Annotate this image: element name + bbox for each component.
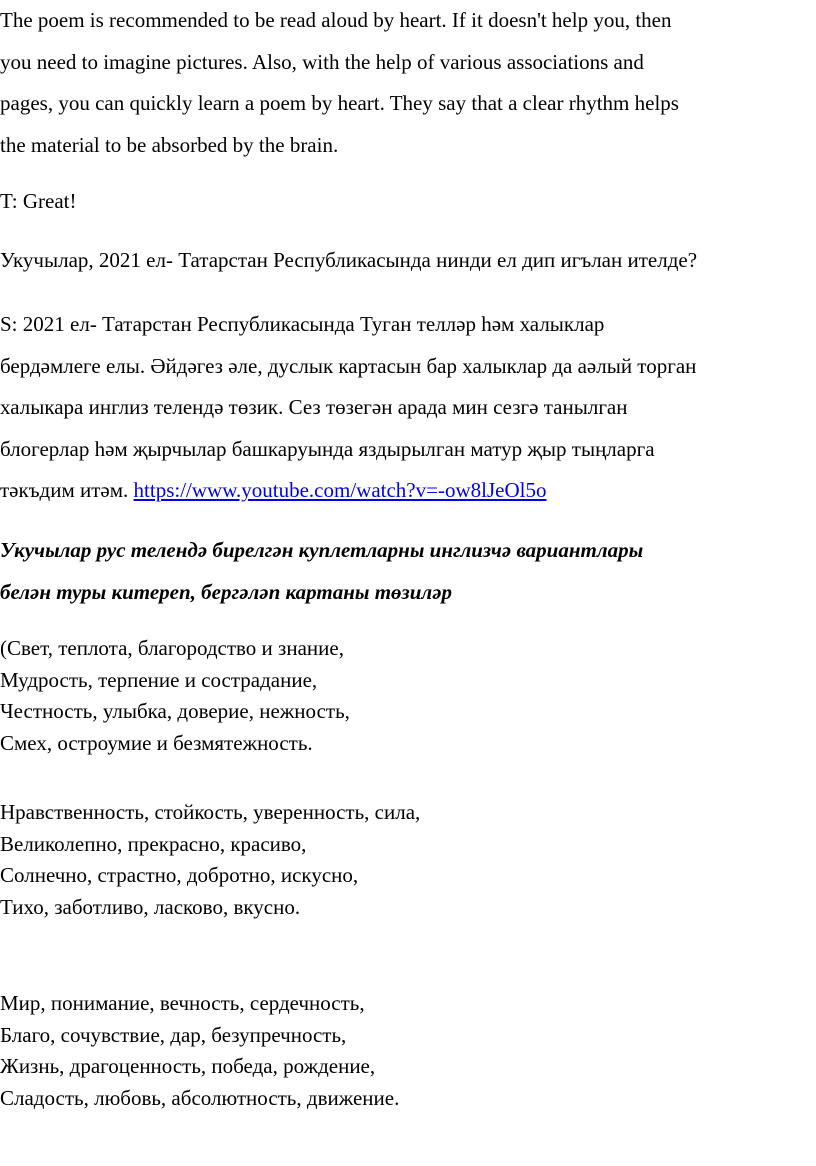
intro-line: pages, you can quickly learn a poem by heart. They say that a clear rhythm helps bbox=[0, 91, 679, 115]
answer-line: бердәмлеге елы. Әйдәгез әле, дуслык картасын бар халыклар да аәлый торган bbox=[0, 353, 697, 378]
answer-line: блогерлар һәм җырчылар башкаруында яздырылган матур җыр тыңларга bbox=[0, 436, 655, 461]
answer-last-text: тәкъдим итәм. bbox=[0, 478, 134, 502]
poem-stanza-1 bbox=[0, 633, 350, 759]
answer-line: S: 2021 ел- Татарстан Республикасында Туган телләр һәм халыклар bbox=[0, 312, 605, 336]
answer-line: халыкара инглиз телендә төзик. Сез төзегән арада мин сезгә танылган bbox=[0, 395, 628, 419]
teacher-line: T: Great! bbox=[0, 189, 77, 213]
poem-line: Благо, сочувствие, дар, безупречность, bbox=[0, 1022, 347, 1047]
poem-line: Солнечно, страстно, добротно, искусно, bbox=[0, 863, 359, 887]
poem-line: Смех, остроумие и безмятежность. bbox=[0, 730, 313, 755]
poem-line: Мудрость, терпение и сострадание, bbox=[0, 667, 318, 692]
poem-stanza-2 bbox=[0, 797, 420, 923]
task-line: белән туры китереп, бергәләп картаны төзиләр bbox=[0, 579, 453, 604]
poem-line: Честность, улыбка, доверие, нежность, bbox=[0, 699, 350, 723]
answer-paragraph bbox=[0, 304, 696, 512]
poem-line: Сладость, любовь, абсолютность, движение. bbox=[0, 1085, 400, 1110]
poem-line: Тихо, заботливо, ласково, вкусно. bbox=[0, 894, 301, 919]
poem-line: Мир, понимание, вечность, сердечность, bbox=[0, 991, 365, 1015]
intro-paragraph bbox=[0, 0, 679, 166]
poem-line: Нравственность, стойкость, уверенность, сила, bbox=[0, 800, 421, 824]
poem-line: (Свет, теплота, благородство и знание, bbox=[0, 636, 344, 660]
task-line: Укучылар рус телендә бирелгән куплетларны инглизчә вариантлары bbox=[0, 538, 644, 562]
intro-line: The poem is recommended to be read aloud by heart. If it doesn't help you, then bbox=[0, 8, 672, 32]
question-paragraph: Укучылар, 2021 ел- Татарстан Республикасында нинди ел дип игълан ителде? bbox=[0, 248, 698, 272]
poem-stanza-3 bbox=[0, 988, 399, 1114]
answer-line-last bbox=[0, 470, 696, 512]
intro-line: you need to imagine pictures. Also, with the help of various associations and bbox=[0, 49, 644, 74]
poem-line: Жизнь, драгоценность, победа, рождение, bbox=[0, 1054, 376, 1078]
youtube-link[interactable]: https://www.youtube.com/watch?v=-ow8lJeOl5o bbox=[133, 478, 547, 502]
intro-line: the material to be absorbed by the brain. bbox=[0, 132, 339, 157]
poem-line: Великолепно, прекрасно, красиво, bbox=[0, 831, 307, 856]
task-heading bbox=[0, 530, 643, 613]
